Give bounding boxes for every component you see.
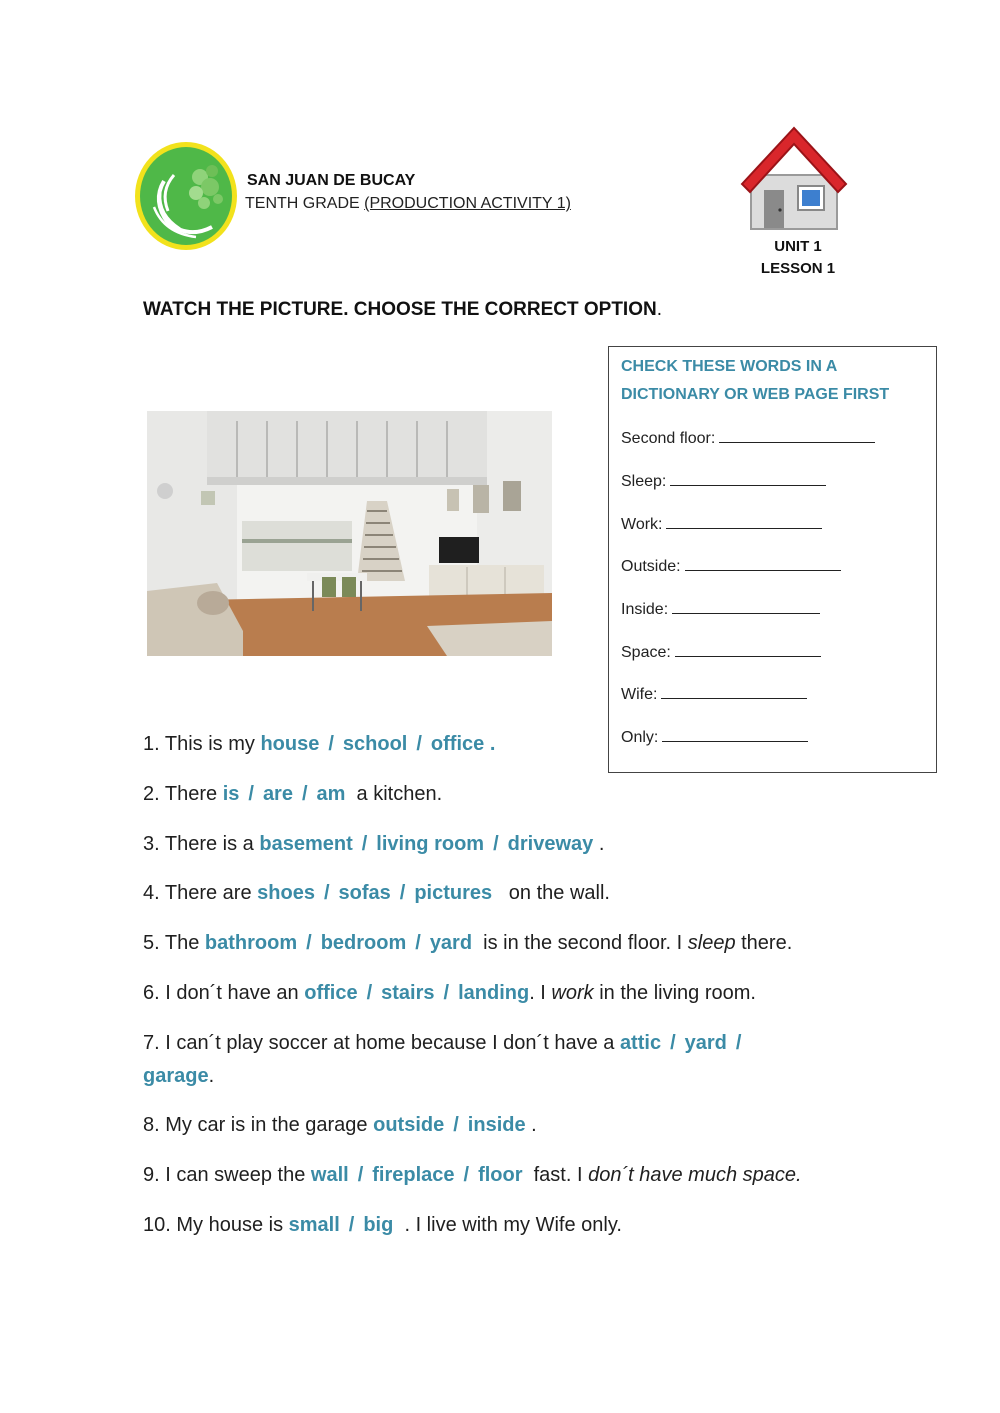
unit-lesson xyxy=(748,236,848,280)
blank-line[interactable] xyxy=(685,556,841,571)
question-9 xyxy=(143,1164,802,1187)
question-text-end: . I live with my Wife only. xyxy=(393,1214,622,1236)
option-living-room[interactable]: living room xyxy=(376,833,485,855)
option-shoes[interactable]: shoes xyxy=(257,882,315,904)
question-text: 3. There is a xyxy=(143,833,260,855)
option-office[interactable]: office xyxy=(304,982,358,1004)
vocab-word: Work: xyxy=(621,516,663,533)
question-3 xyxy=(143,833,604,856)
question-10 xyxy=(143,1214,622,1237)
vocabulary-heading-line-2: DICTIONARY OR WEB PAGE FIRST xyxy=(621,386,890,403)
option-floor[interactable]: floor xyxy=(478,1164,523,1186)
question-text-end: fast. I xyxy=(522,1164,589,1186)
school-logo xyxy=(134,141,238,251)
option-is[interactable]: is xyxy=(222,783,240,805)
question-text: 10. My house is xyxy=(143,1214,289,1236)
question-text-end: a kitchen. xyxy=(345,783,443,805)
option-stairs[interactable]: stairs xyxy=(381,982,435,1004)
question-8 xyxy=(143,1114,537,1137)
blank-line[interactable] xyxy=(661,684,807,699)
vocab-word: Only: xyxy=(621,729,659,746)
option-pictures[interactable]: pictures xyxy=(414,882,493,904)
instructions xyxy=(143,299,662,321)
question-1 xyxy=(143,733,495,756)
option-separator: / xyxy=(735,1032,742,1054)
option-inside[interactable]: inside xyxy=(467,1114,526,1136)
option-attic[interactable]: attic xyxy=(619,1032,662,1054)
vocabulary-box xyxy=(608,346,937,773)
option-basement[interactable]: basement xyxy=(259,833,353,855)
emphasized-word: work xyxy=(551,982,594,1004)
option-driveway[interactable]: driveway xyxy=(507,833,594,855)
option-office[interactable]: office xyxy=(430,733,485,755)
blank-line[interactable] xyxy=(675,642,821,657)
question-text-end: . xyxy=(593,833,605,855)
activity-label: (PRODUCTION ACTIVITY 1) xyxy=(364,195,571,212)
option-bathroom[interactable]: bathroom xyxy=(204,932,298,954)
house-icon xyxy=(738,122,850,234)
school-name: SAN JUAN DE BUCAY xyxy=(247,172,416,189)
blank-line[interactable] xyxy=(662,727,808,742)
question-text-end: in the living room. xyxy=(593,982,756,1004)
question-6 xyxy=(143,982,756,1005)
question-text-end: on the wall. xyxy=(492,882,610,904)
instructions-text: WATCH THE PICTURE. CHOOSE THE CORRECT OPTION xyxy=(143,299,657,320)
vocab-item-space xyxy=(621,642,821,662)
vocab-item-only xyxy=(621,727,808,747)
option-separator: / xyxy=(463,1164,470,1186)
blank-line[interactable] xyxy=(672,599,820,614)
option-are[interactable]: are xyxy=(262,783,293,805)
option-yard[interactable]: yard xyxy=(429,932,473,954)
option-separator: / xyxy=(348,1214,355,1236)
vocab-item-wife xyxy=(621,684,807,704)
question-text: 5. The xyxy=(143,932,205,954)
question-end: . xyxy=(484,733,496,755)
option-sofas[interactable]: sofas xyxy=(338,882,391,904)
vocab-word: Outside: xyxy=(621,558,681,575)
question-text: 8. My car is in the garage xyxy=(143,1114,374,1136)
vocab-word: Second floor: xyxy=(621,430,716,447)
unit-label: UNIT 1 xyxy=(774,238,822,255)
question-4 xyxy=(143,882,610,905)
option-separator: / xyxy=(366,982,373,1004)
option-separator: / xyxy=(670,1032,676,1054)
vocabulary-heading-line-1: CHECK THESE WORDS IN A xyxy=(621,358,838,375)
blank-line[interactable] xyxy=(666,514,822,529)
question-text-end: . xyxy=(525,1114,537,1136)
vocab-item-sleep xyxy=(621,471,826,491)
vocab-item-outside xyxy=(621,556,841,576)
option-separator: / xyxy=(323,882,330,904)
grade-line xyxy=(245,195,571,213)
vocab-word: Space: xyxy=(621,644,671,661)
question-text: 6. I don´t have an xyxy=(143,982,305,1004)
instructions-period: . xyxy=(656,299,662,320)
option-bedroom[interactable]: bedroom xyxy=(320,932,407,954)
option-separator: / xyxy=(493,833,499,855)
question-7 xyxy=(143,1032,750,1055)
question-text-end: is in the second floor. I xyxy=(472,932,688,954)
question-text-end: . xyxy=(208,1065,215,1087)
vocab-word: Sleep: xyxy=(621,473,667,490)
grade-label: TENTH GRADE xyxy=(245,195,365,212)
vocab-item-inside xyxy=(621,599,820,619)
option-garage[interactable]: garage xyxy=(143,1065,209,1087)
option-separator: / xyxy=(416,733,422,755)
question-5 xyxy=(143,932,792,955)
option-wall[interactable]: wall xyxy=(310,1164,349,1186)
emphasized-word: sleep xyxy=(687,932,736,954)
question-text: 2. There xyxy=(143,783,223,805)
question-text-end: . I xyxy=(529,982,552,1004)
lesson-label: LESSON 1 xyxy=(760,260,836,277)
room-photo xyxy=(147,411,552,656)
option-small[interactable]: small xyxy=(288,1214,340,1236)
option-fireplace[interactable]: fireplace xyxy=(372,1164,455,1186)
blank-line[interactable] xyxy=(719,428,875,443)
question-text: 7. I can´t play soccer at home because I don´t have a xyxy=(143,1032,620,1054)
vocab-item-work xyxy=(621,514,822,534)
question-7-continued xyxy=(143,1065,214,1088)
option-separator: / xyxy=(453,1114,459,1136)
option-separator: / xyxy=(306,932,312,954)
blank-line[interactable] xyxy=(670,471,826,486)
option-separator: / xyxy=(361,833,368,855)
option-big[interactable]: big xyxy=(363,1214,394,1236)
question-text-end: there. xyxy=(735,932,793,954)
question-text: 9. I can sweep the xyxy=(143,1164,311,1186)
option-outside[interactable]: outside xyxy=(373,1114,445,1136)
option-separator: / xyxy=(399,882,406,904)
option-school[interactable]: school xyxy=(342,733,408,755)
option-separator: / xyxy=(301,783,308,805)
option-landing[interactable]: landing xyxy=(458,982,530,1004)
option-separator: / xyxy=(443,982,450,1004)
option-separator: / xyxy=(415,932,421,954)
option-am[interactable]: am xyxy=(316,783,346,805)
option-separator: / xyxy=(248,783,254,805)
question-2 xyxy=(143,783,442,806)
vocabulary-heading xyxy=(621,353,921,409)
option-separator: / xyxy=(328,733,334,755)
option-yard[interactable]: yard xyxy=(684,1032,727,1054)
vocab-word: Wife: xyxy=(621,686,658,703)
question-text: 1. This is my xyxy=(143,733,261,755)
option-house[interactable]: house xyxy=(260,733,320,755)
option-separator: / xyxy=(357,1164,364,1186)
vocab-item-second-floor xyxy=(621,428,875,448)
question-text: 4. There are xyxy=(143,882,258,904)
vocab-word: Inside: xyxy=(621,601,669,618)
emphasized-phrase: don´t have much space. xyxy=(588,1164,802,1186)
